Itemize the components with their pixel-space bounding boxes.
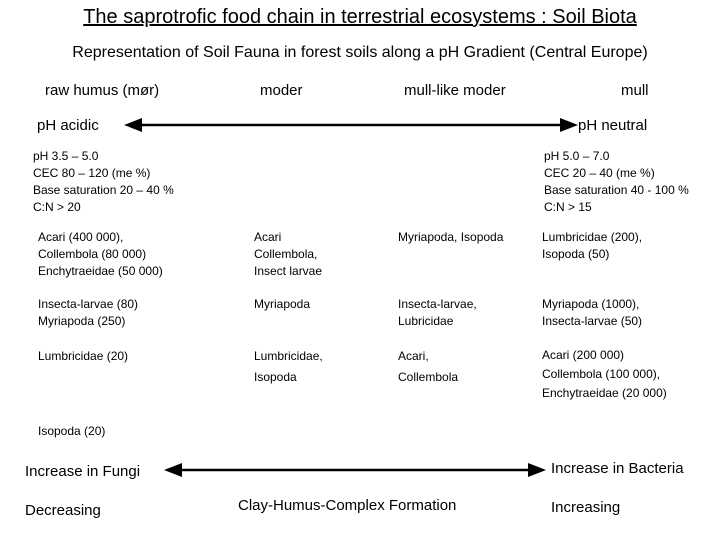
page-title: The saprotrofic food chain in terrestrial ecosystems : Soil Biota bbox=[83, 6, 637, 28]
table-cell: Insecta-larvae, Lubricidae bbox=[398, 297, 477, 328]
increase-bacteria-label: Increase in Bacteria bbox=[551, 460, 684, 477]
left-soil-properties: pH 3.5 – 5.0 CEC 80 – 120 (me %) Base saturation 20 – 40 % C:N > 20 bbox=[33, 149, 174, 214]
increasing-label: Increasing bbox=[551, 499, 621, 516]
right-soil-properties: pH 5.0 – 7.0 CEC 20 – 40 (me %) Base saturation 40 - 100 % C:N > 15 bbox=[544, 149, 689, 214]
increase-fungi-label: Increase in Fungi bbox=[25, 463, 141, 480]
humus-type-mull: mull bbox=[621, 82, 649, 99]
table-cell: Acari, Collembola bbox=[398, 349, 459, 384]
clay-humus-complex-label: Clay-Humus-Complex Formation bbox=[238, 497, 457, 514]
table-cell: Myriapoda, Isopoda bbox=[398, 230, 504, 244]
page-subtitle: Representation of Soil Fauna in forest soils along a pH Gradient (Central Europe) bbox=[72, 44, 648, 61]
humus-type-raw-humus: raw humus (mør) bbox=[45, 82, 160, 99]
table-cell: Acari (200 000) Collembola (100 000), Enchytraeidae (20 000) bbox=[542, 348, 667, 400]
decreasing-label: Decreasing bbox=[25, 502, 101, 519]
table-cell: Myriapoda (1000), Insecta-larvae (50) bbox=[542, 297, 643, 328]
table-cell: Acari (400 000), Collembola (80 000) Enchytraeidae (50 000) bbox=[38, 230, 163, 278]
humus-type-mull-like-moder: mull-like moder bbox=[404, 82, 506, 99]
table-cell: Lumbricidae (20) bbox=[38, 349, 129, 363]
ph-acidic-label: pH acidic bbox=[37, 117, 99, 134]
table-cell: Lumbricidae (200), Isopoda (50) bbox=[542, 230, 643, 261]
table-cell: Insecta-larvae (80) Myriapoda (250) bbox=[38, 297, 139, 328]
humus-type-moder: moder bbox=[260, 82, 303, 99]
isopoda-note: Isopoda (20) bbox=[38, 424, 106, 438]
table-cell: Myriapoda bbox=[254, 297, 311, 311]
table-cell: Acari Collembola, Insect larvae bbox=[254, 230, 323, 278]
ph-neutral-label: pH neutral bbox=[578, 117, 648, 134]
table-cell: Lumbricidae, Isopoda bbox=[254, 349, 323, 384]
